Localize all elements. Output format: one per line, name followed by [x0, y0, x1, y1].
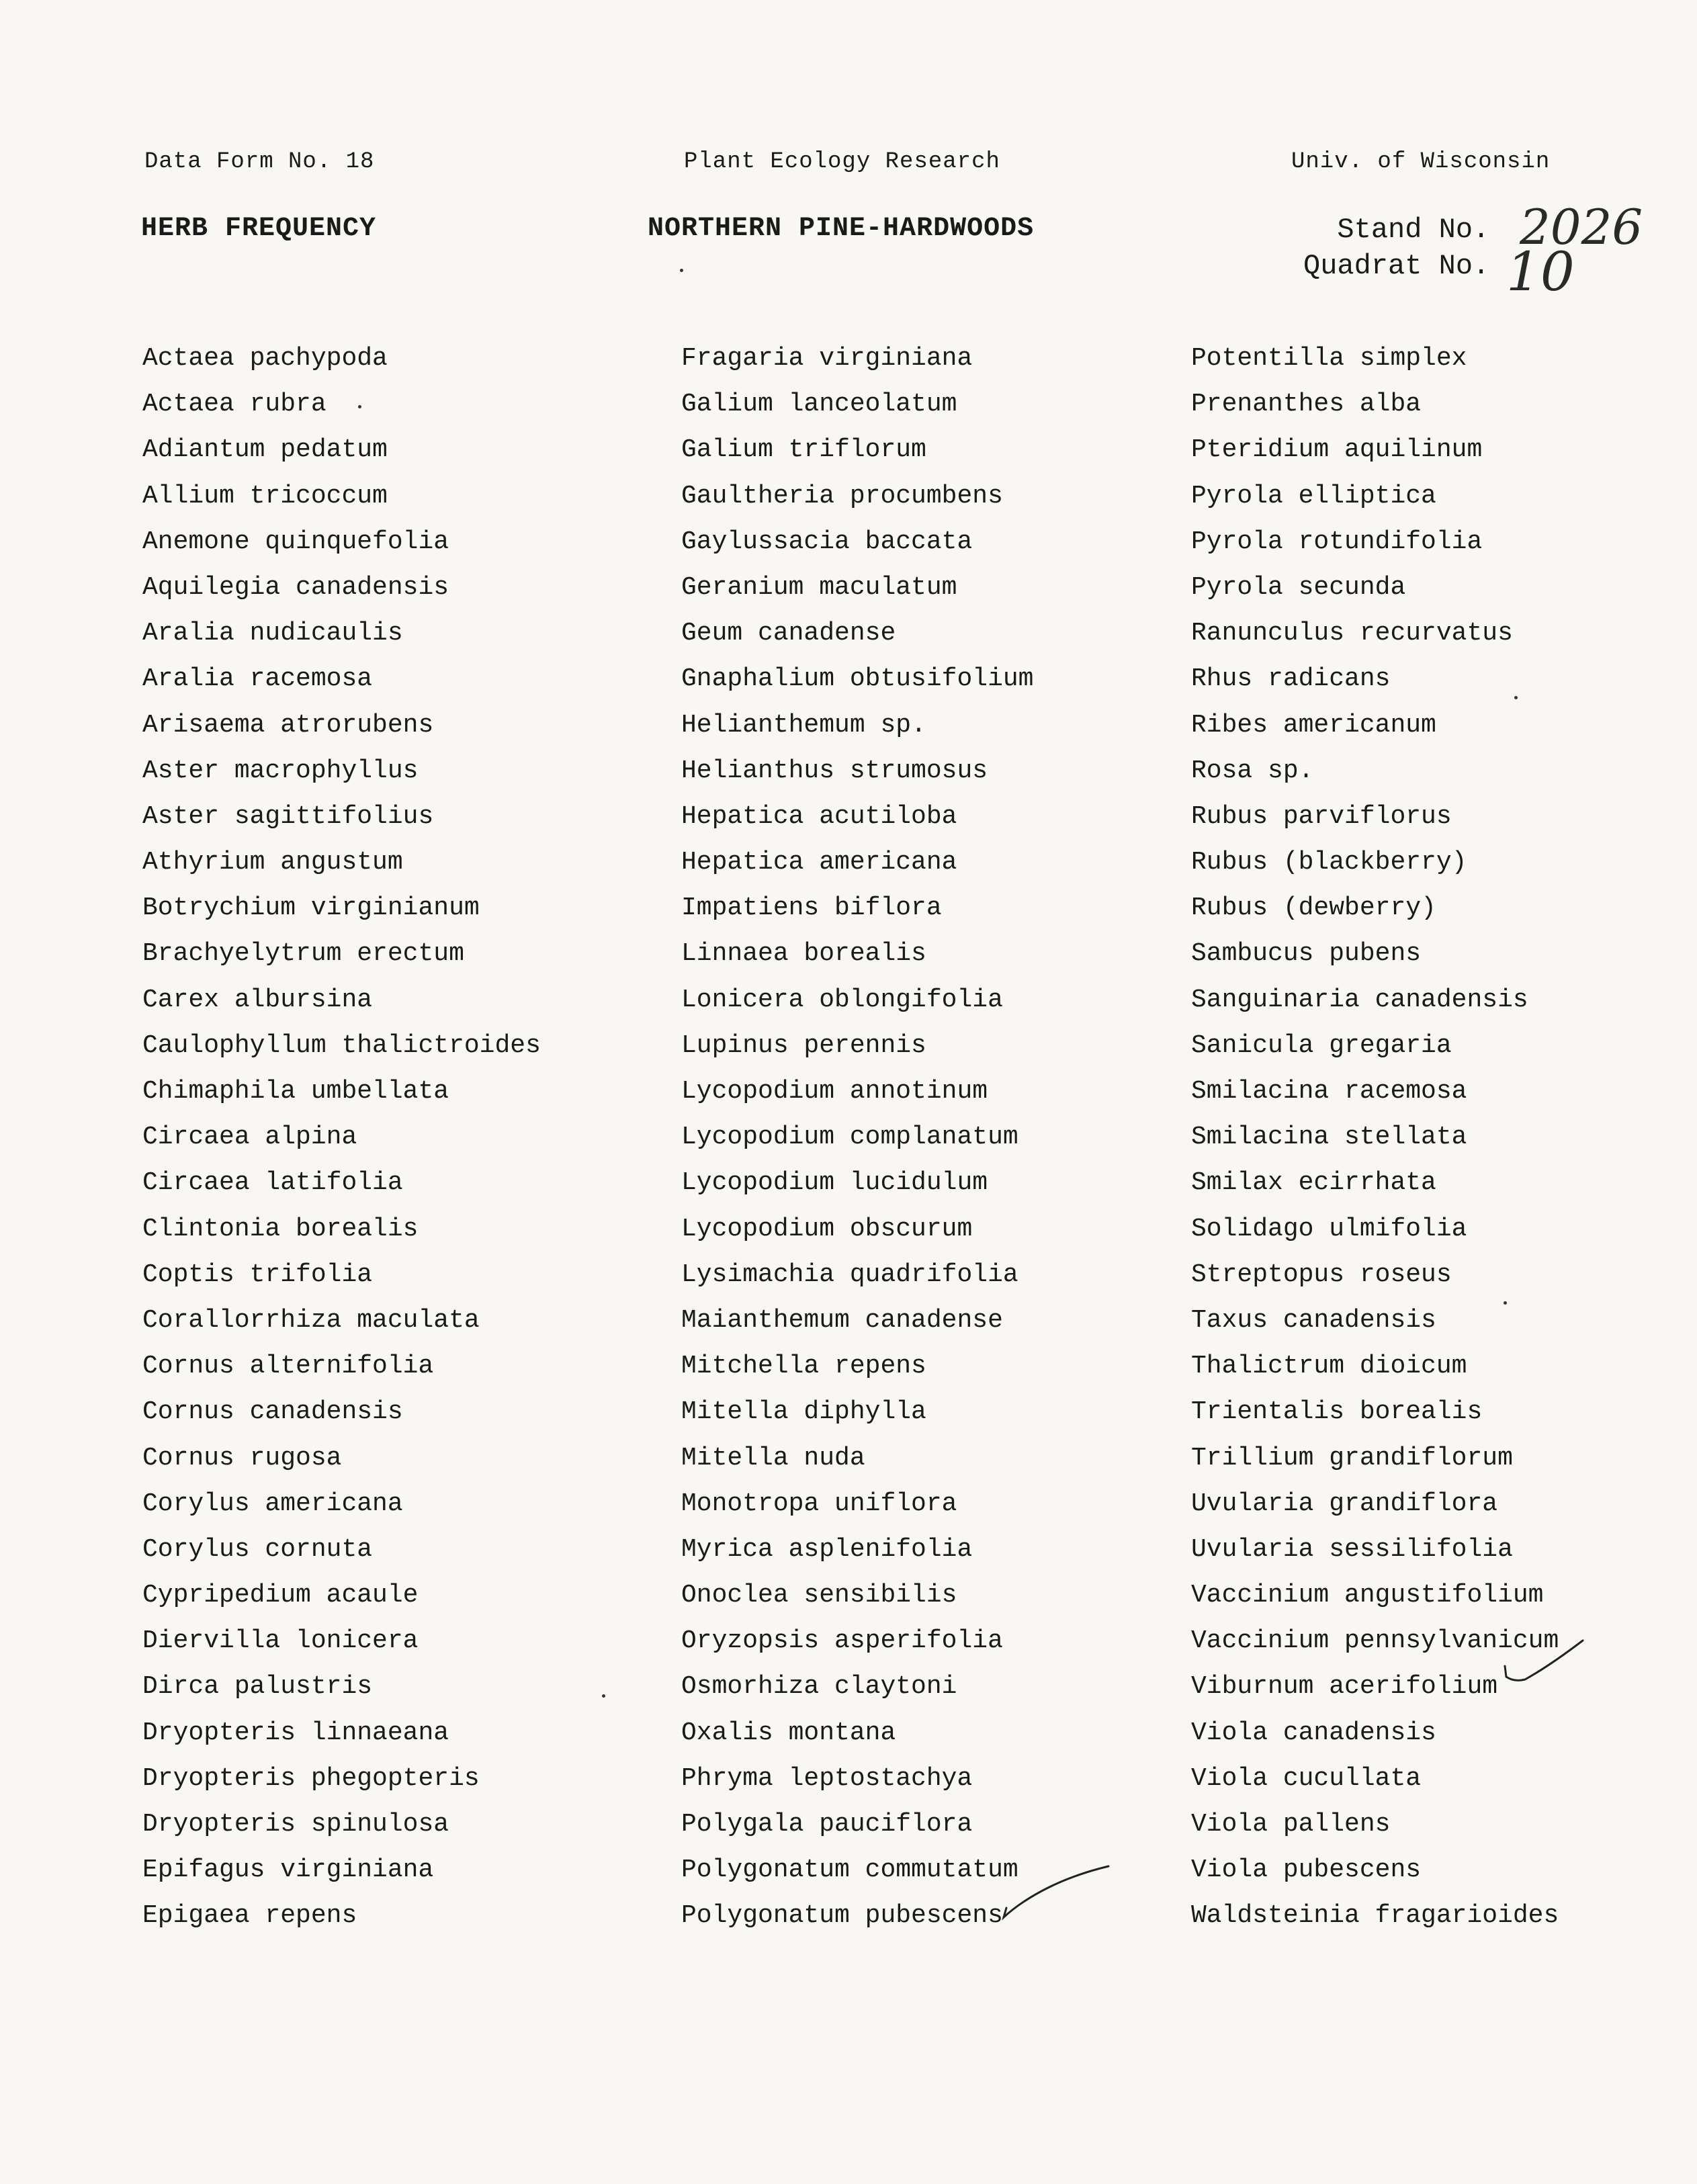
- species-item: Corylus americana: [142, 1489, 403, 1518]
- species-item: Mitella diphylla: [681, 1397, 926, 1427]
- species-item: Diervilla lonicera: [142, 1626, 419, 1656]
- species-item: Pyrola secunda: [1191, 572, 1406, 602]
- species-item: Polygonatum pubescens: [681, 1901, 1003, 1931]
- species-item: Rubus parviflorus: [1191, 801, 1452, 831]
- species-item: Fragaria virginiana: [681, 344, 973, 373]
- stray-mark: [680, 269, 683, 272]
- species-item: Dryopteris linnaeana: [142, 1718, 449, 1747]
- species-item: Aralia nudicaulis: [142, 619, 403, 648]
- species-item: Arisaema atrorubens: [142, 710, 434, 740]
- stray-mark: [1504, 1301, 1507, 1305]
- form-title: HERB FREQUENCY: [141, 214, 377, 244]
- species-item: Prenanthes alba: [1191, 390, 1422, 419]
- species-item: Clintonia borealis: [142, 1214, 419, 1243]
- species-item: Aquilegia canadensis: [142, 572, 449, 602]
- species-item: Galium triflorum: [681, 435, 926, 465]
- species-item: Lupinus perennis: [681, 1031, 926, 1060]
- species-item: Geranium maculatum: [681, 572, 957, 602]
- species-item: Trientalis borealis: [1191, 1397, 1483, 1427]
- species-item: Vaccinium angustifolium: [1191, 1581, 1544, 1610]
- species-item: Linnaea borealis: [681, 939, 926, 969]
- species-item: Thalictrum dioicum: [1191, 1352, 1467, 1381]
- species-item: Pteridium aquilinum: [1191, 435, 1483, 465]
- stray-mark: [1514, 696, 1518, 699]
- species-item: Viola pallens: [1191, 1810, 1391, 1839]
- species-item: Gaultheria procumbens: [681, 481, 1003, 511]
- species-item: Lysimachia quadrifolia: [681, 1260, 1018, 1289]
- check-mark-polygonatum-pubescens: [1001, 1861, 1115, 1921]
- species-item: Ribes americanum: [1191, 710, 1436, 740]
- species-item: Hepatica americana: [681, 848, 957, 877]
- species-item: Helianthemum sp.: [681, 710, 926, 740]
- species-item: Osmorhiza claytoni: [681, 1672, 957, 1702]
- species-column-2: [681, 340, 1034, 1943]
- species-item: Potentilla simplex: [1191, 344, 1467, 373]
- species-item: Oryzopsis asperifolia: [681, 1626, 1003, 1656]
- species-item: Lycopodium complanatum: [681, 1123, 1018, 1152]
- species-item: Rubus (dewberry): [1191, 893, 1436, 923]
- species-item: Monotropa uniflora: [681, 1489, 957, 1518]
- species-item: Dryopteris phegopteris: [142, 1763, 480, 1793]
- species-item: Viola canadensis: [1191, 1718, 1436, 1747]
- species-item: Cornus rugosa: [142, 1443, 342, 1473]
- species-item: Brachyelytrum erectum: [142, 939, 464, 969]
- species-item: Mitella nuda: [681, 1443, 865, 1473]
- species-item: Circaea latifolia: [142, 1168, 403, 1198]
- check-mark-viburnum-acerifolium: [1502, 1632, 1590, 1693]
- species-item: Uvularia sessilifolia: [1191, 1534, 1513, 1564]
- species-item: Cypripedium acaule: [142, 1581, 419, 1610]
- species-item: Corylus cornuta: [142, 1534, 373, 1564]
- stand-number-handwritten: 2026: [1520, 199, 1643, 255]
- stand-quadrat-labels: [1303, 212, 1489, 284]
- species-item: Lonicera oblongifolia: [681, 985, 1003, 1014]
- species-item: Phryma leptostachya: [681, 1763, 973, 1793]
- species-item: Rhus radicans: [1191, 664, 1391, 694]
- species-item: Aralia racemosa: [142, 664, 373, 694]
- species-column-3: [1191, 340, 1559, 1943]
- species-item: Cornus alternifolia: [142, 1352, 434, 1381]
- species-item: Athyrium angustum: [142, 848, 403, 877]
- species-item: Pyrola elliptica: [1191, 481, 1436, 511]
- species-item: Dryopteris spinulosa: [142, 1810, 449, 1839]
- quadrat-number-handwritten: 10: [1506, 241, 1575, 303]
- species-item: Sambucus pubens: [1191, 939, 1422, 969]
- species-item: Gnaphalium obtusifolium: [681, 664, 1034, 694]
- species-item: Epigaea repens: [142, 1901, 357, 1931]
- species-item: Aster macrophyllus: [142, 756, 419, 785]
- species-item: Smilacina racemosa: [1191, 1077, 1467, 1106]
- species-item: Corallorrhiza maculata: [142, 1305, 480, 1335]
- species-item: Pyrola rotundifolia: [1191, 527, 1483, 556]
- species-item: Galium lanceolatum: [681, 390, 957, 419]
- species-item: Dirca palustris: [142, 1672, 373, 1702]
- species-item: Carex albursina: [142, 985, 373, 1014]
- species-item: Hepatica acutiloba: [681, 801, 957, 831]
- species-item: Sanicula gregaria: [1191, 1031, 1452, 1060]
- species-item: Solidago ulmifolia: [1191, 1214, 1467, 1243]
- species-item: Taxus canadensis: [1191, 1305, 1436, 1335]
- species-item: Geum canadense: [681, 619, 896, 648]
- species-item: Oxalis montana: [681, 1718, 896, 1747]
- species-item: Maianthemum canadense: [681, 1305, 1003, 1335]
- species-item: Viola pubescens: [1191, 1855, 1422, 1885]
- stray-mark: [358, 405, 361, 408]
- species-item: Helianthus strumosus: [681, 756, 988, 785]
- species-item: Polygonatum commutatum: [681, 1855, 1018, 1885]
- species-item: Ranunculus recurvatus: [1191, 619, 1513, 648]
- species-item: Streptopus roseus: [1191, 1260, 1452, 1289]
- species-item: Actaea pachypoda: [142, 344, 388, 373]
- species-item: Caulophyllum thalictroides: [142, 1031, 541, 1060]
- species-item: Myrica asplenifolia: [681, 1534, 973, 1564]
- forest-type-title: NORTHERN PINE-HARDWOODS: [648, 214, 1035, 244]
- species-item: Onoclea sensibilis: [681, 1581, 957, 1610]
- institution-name: Univ. of Wisconsin: [1291, 149, 1551, 175]
- form-number: Data Form No. 18: [144, 149, 375, 175]
- species-column-1: [142, 340, 541, 1943]
- species-item: Circaea alpina: [142, 1123, 357, 1152]
- species-item: Anemone quinquefolia: [142, 527, 449, 556]
- species-item: Adiantum pedatum: [142, 435, 388, 465]
- species-item: Lycopodium lucidulum: [681, 1168, 988, 1198]
- species-item: Chimaphila umbellata: [142, 1077, 449, 1106]
- species-item: Viola cucullata: [1191, 1763, 1422, 1793]
- species-item: Mitchella repens: [681, 1352, 926, 1381]
- species-item: Rosa sp.: [1191, 756, 1314, 785]
- species-item: Coptis trifolia: [142, 1260, 373, 1289]
- program-name: Plant Ecology Research: [684, 149, 1000, 175]
- species-item: Gaylussacia baccata: [681, 527, 973, 556]
- stray-mark: [602, 1694, 605, 1698]
- species-item: Trillium grandiflorum: [1191, 1443, 1513, 1473]
- species-item: Impatiens biflora: [681, 893, 942, 923]
- species-item: Cornus canadensis: [142, 1397, 403, 1427]
- species-item: Lycopodium annotinum: [681, 1077, 988, 1106]
- species-item: Lycopodium obscurum: [681, 1214, 973, 1243]
- species-item: Allium tricoccum: [142, 481, 388, 511]
- species-item: Botrychium virginianum: [142, 893, 480, 923]
- species-item: Uvularia grandiflora: [1191, 1489, 1498, 1518]
- species-item: Viburnum acerifolium: [1191, 1672, 1498, 1702]
- species-item: Waldsteinia fragarioides: [1191, 1901, 1559, 1931]
- quadrat-number-label: Quadrat No.: [1303, 250, 1490, 282]
- species-item: Rubus (blackberry): [1191, 848, 1467, 877]
- species-item: Smilacina stellata: [1191, 1123, 1467, 1152]
- species-item: Smilax ecirrhata: [1191, 1168, 1436, 1198]
- species-item: Aster sagittifolius: [142, 801, 434, 831]
- species-item: Epifagus virginiana: [142, 1855, 434, 1885]
- species-item: Actaea rubra: [142, 390, 327, 419]
- species-item: Vaccinium pennsylvanicum: [1191, 1626, 1559, 1656]
- species-item: Sanguinaria canadensis: [1191, 985, 1528, 1014]
- stand-number-label: Stand No.: [1337, 214, 1490, 246]
- species-item: Polygala pauciflora: [681, 1810, 973, 1839]
